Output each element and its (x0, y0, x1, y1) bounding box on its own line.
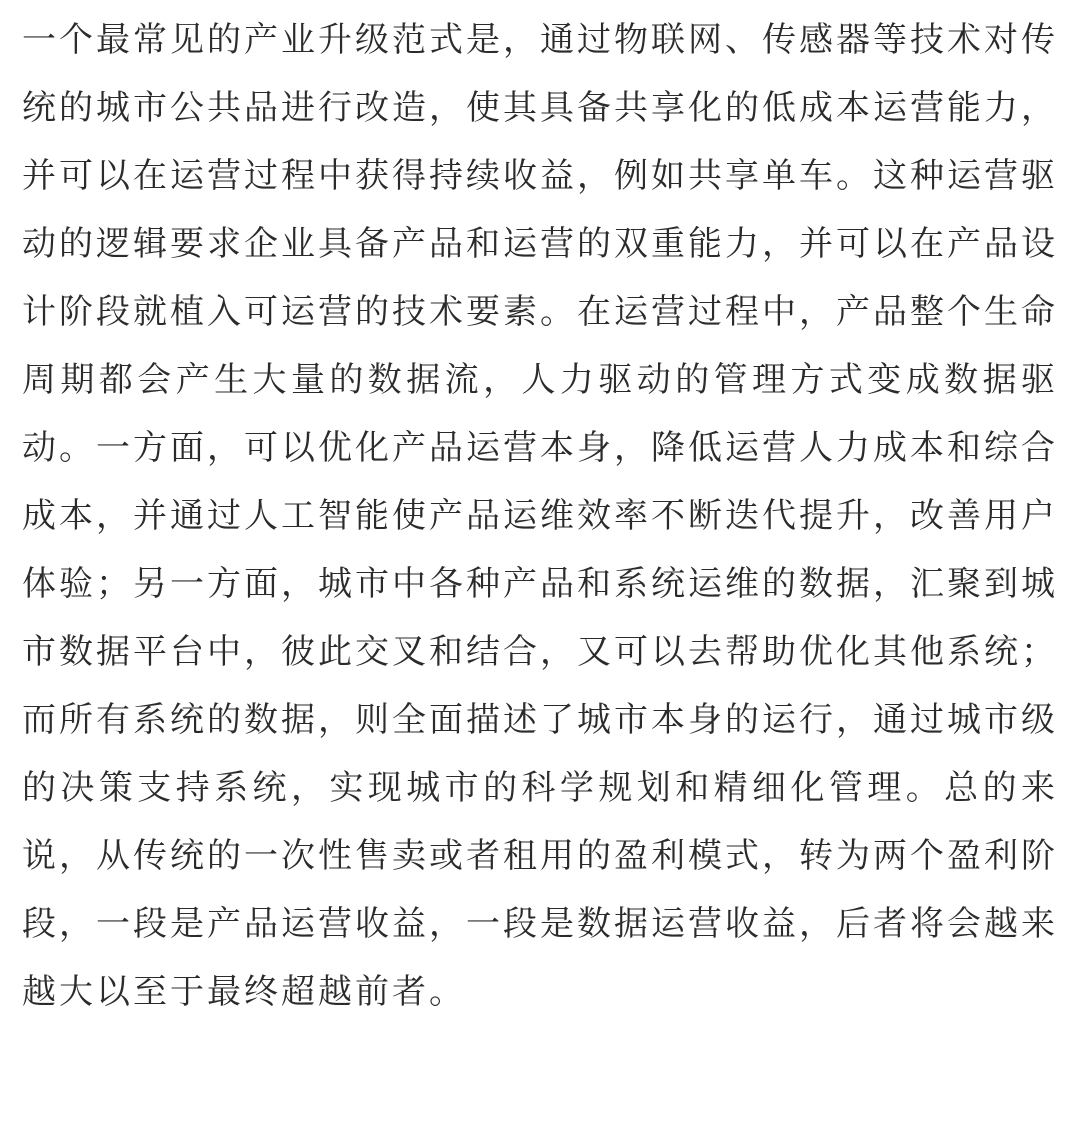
article-paragraph: 一个最常见的产业升级范式是，通过物联网、传感器等技术对传统的城市公共品进行改造，使其具备共享化的低成本运营能力，并可以在运营过程中获得持续收益，例如共享单车。这种运营驱动的逻辑要求企业具备产品和运营的双重能力，并可以在产品设计阶段就植入可运营的技术要素。在运营过程中，产品整个生命周期都会产生大量的数据流，人力驱动的管理方式变成数据驱动。一方面，可以优化产品运营本身，降低运营人力成本和综合成本，并通过人工智能使产品运维效率不断迭代提升，改善用户体验；另一方面，城市中各种产品和系统运维的数据，汇聚到城市数据平台中，彼此交叉和结合，又可以去帮助优化其他系统；而所有系统的数据，则全面描述了城市本身的运行，通过城市级的决策支持系统，实现城市的科学规划和精细化管理。总的来说，从传统的一次性售卖或者租用的盈利模式，转为两个盈利阶段，一段是产品运营收益，一段是数据运营收益，后者将会越来越大以至于最终超越前者。 (22, 20, 1058, 1012)
